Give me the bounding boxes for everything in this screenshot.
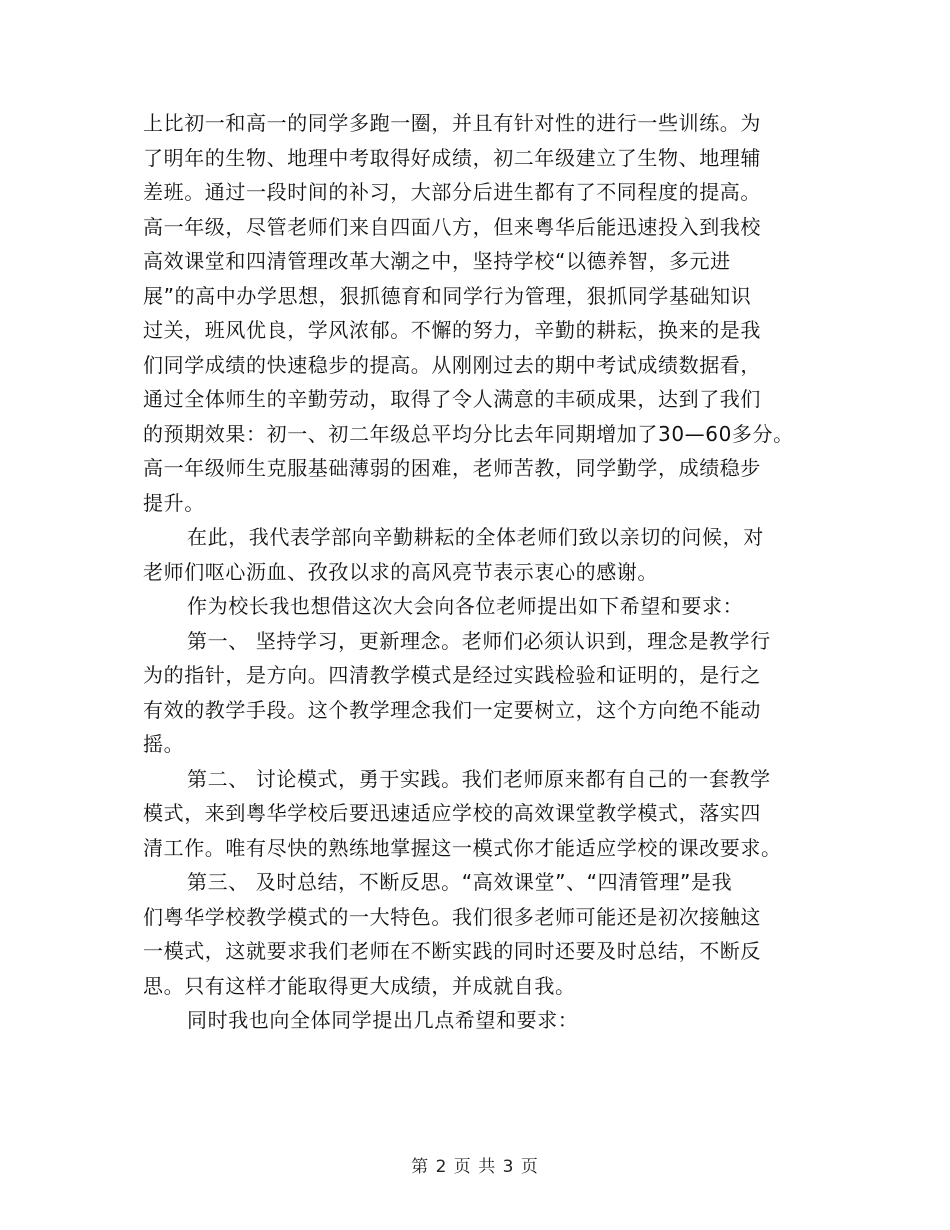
text-line: 思。只有这样才能取得更大成绩，并成就自我。 [143, 973, 576, 998]
paragraph-first-line: 在此，我代表学部向辛勤耕耘的全体老师们致以亲切的问候，对 [187, 525, 764, 549]
page-footer: 第 2 页 共 3 页 [411, 1157, 539, 1177]
paragraph-first-line: 第三、 及时总结，不断反思。“高效课堂”、“四清管理”是我 [187, 870, 733, 894]
text-line: 展”的高中办学思想，狠抓德育和同学行为管理，狠抓同学基础知识 [143, 283, 752, 308]
text-line: 模式，来到粤华学校后要迅速适应学校的高效课堂教学模式，落实四 [143, 801, 761, 825]
text-line: 一模式，这就要求我们老师在不断实践的同时还要及时总结，不断反 [143, 939, 761, 963]
paragraph-first-line: 同时我也向全体同学提出几点希望和要求： [187, 1008, 579, 1032]
text-line: 提升。 [143, 490, 205, 515]
text-line: 清工作。唯有尽快的熟练地掌握这一模式你才能适应学校的课改要求。 [143, 835, 782, 860]
text-line: 过关，班风优良，学风浓郁。不懈的努力，辛勤的耕耘，换来的是我 [143, 318, 761, 342]
body-text [143, 106, 823, 1038]
text-line: 们同学成绩的快速稳步的提高。从刚刚过去的期中考试成绩数据看， [143, 352, 761, 377]
text-line: 有效的教学手段。这个教学理念我们一定要树立，这个方向绝不能动 [143, 697, 761, 722]
text-line: 差班。通过一段时间的补习，大部分后进生都有了不同程度的提高。 [143, 180, 761, 204]
paragraph-first-line: 第二、 讨论模式，勇于实践。我们老师原来都有自己的一套教学 [187, 766, 771, 791]
text-line: 高一年级师生克服基础薄弱的困难，老师苦教，同学勤学，成绩稳步 [143, 456, 761, 480]
paragraph-first-line: 第一、 坚持学习，更新理念。老师们必须认识到，理念是教学行 [187, 628, 771, 653]
text-line: 为的指针，是方向。四清教学模式是经过实践检验和证明的，是行之 [143, 663, 761, 687]
text-line: 高效课堂和四清管理改革大潮之中，坚持学校“以德养智，多元进 [143, 249, 731, 273]
text-line: 摇。 [143, 732, 185, 756]
text-line: 通过全体师生的辛勤劳动，取得了令人满意的丰硕成果，达到了我们 [143, 387, 761, 411]
text-line: 的预期效果：初一、初二年级总平均分比去年同期增加了30—60多分。 [143, 421, 794, 446]
paragraph-first-line: 作为校长我也想借这次大会向各位老师提出如下希望和要求： [187, 594, 744, 618]
text-line: 上比初一和高一的同学多跑一圈，并且有针对性的进行一些训练。为 [143, 111, 761, 135]
text-line: 老师们呕心沥血、孜孜以求的高风亮节表示衷心的感谢。 [143, 559, 658, 584]
text-line: 了明年的生物、地理中考取得好成绩，初二年级建立了生物、地理辅 [143, 145, 761, 170]
text-line: 高一年级，尽管老师们来自四面八方，但来粤华后能迅速投入到我校 [143, 214, 761, 239]
text-line: 们粤华学校教学模式的一大特色。我们很多老师可能还是初次接触这 [143, 904, 761, 929]
